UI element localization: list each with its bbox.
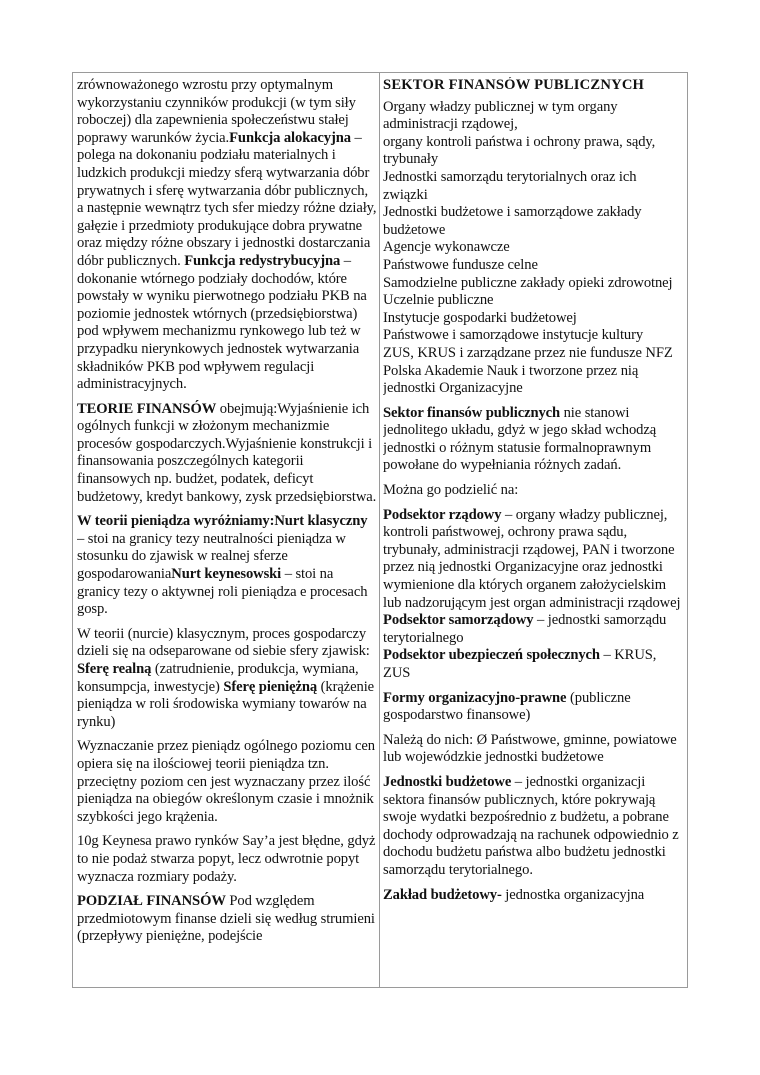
paragraph-includes: Należą do nich: Ø Państwowe, gminne, powiatowe lub wojewódzkie jednostki budżetowe	[383, 731, 677, 766]
left-column	[77, 77, 377, 946]
term-budget-establishment: Zakład budżetowy-	[383, 886, 502, 903]
term-public-finance-sector: Sektor finansów publicznych	[383, 404, 561, 421]
text: (publiczne gospodarstwo finansowe)	[383, 689, 631, 724]
term-finance-theories: TEORIE FINANSÓW	[77, 400, 217, 417]
list-item: Organy władzy publicznej w tym organy administracji rządowej,	[383, 98, 618, 133]
paragraph-finance-division	[77, 893, 377, 946]
list-item: Agencje wykonawcze	[383, 239, 510, 256]
column-divider	[379, 73, 380, 987]
text: – dokonanie wtórnego podziały dochodów, które powstały w wyniku pierwotnego podziału PKB na poziomie jednostek wtórnych (przedsiębiorstwa) pod wpływem mechanizmu rynkowego lub też w przypadku nierynkowych jednostek wytwarzania składników PKB pod wpływem regulacji administracyjnych.	[77, 252, 367, 393]
two-column-table	[72, 72, 688, 988]
text: (krążenie pieniądza w roli środowiska wymiany towarów na rynku)	[77, 678, 375, 730]
term-government-subsector: Podsektor rządowy	[383, 506, 502, 523]
text: – jednostki organizacji sektora finansów publicznych, które pokrywają swoje wydatki bezpośrednio z budżetu, a pobrane dochody odprowadzają na rachunek odpowiednio z dochodu budżetu państwa albo budżetu jednostki samorządu terytorialnego.	[383, 773, 679, 878]
section-heading	[383, 77, 683, 95]
text: jednostka organizacyjna	[501, 886, 645, 903]
paragraph-legal-forms	[383, 690, 683, 725]
term-legal-forms: Formy organizacyjno-prawne	[383, 689, 567, 706]
paragraph-classical-spheres	[77, 626, 377, 732]
text: – organy władzy publicznej, kontroli państwowej, ochrony prawa sądu, trybunały, administracji rządowej, PAN i tworzone przez nią jednostki Organizacyjne oraz jednostki wymienione dla których organem założycielskim lub nadzorującym jest organ administracji rządowej	[383, 506, 681, 611]
text: Pod względem przedmiotowym finanse dzieli się według strumieni (przepływy pieniężne, podejście	[77, 893, 375, 945]
term-social-insurance-subsector: Podsektor ubezpieczeń społecznych	[383, 647, 600, 664]
term-real-sphere: Sferę realną	[77, 661, 152, 677]
list-item: Polska Akademie Nauk i tworzone przez nią jednostki Organizacyjne	[383, 362, 639, 397]
paragraph-finance-theories	[77, 401, 377, 507]
list-item: Instytucje gospodarki budżetowej	[383, 309, 577, 326]
list-item: Uczelnie publiczne	[383, 292, 494, 309]
list-item: Jednostki samorządu terytorialnych oraz ich związki	[383, 168, 637, 203]
text: – stoi na granicy tezy o aktywnej roli pieniądza e procesach gosp.	[77, 566, 368, 618]
text: (zatrudnienie, produkcja, wymiana, konsumpcja, inwestycje)	[77, 661, 359, 695]
right-column	[383, 77, 683, 904]
list-item: Jednostki budżetowe i samorządowe zakłady budżetowe	[383, 204, 642, 238]
list-item: ZUS, KRUS i zarządzane przez nie fundusze NFZ	[383, 344, 673, 361]
list-item: Samodzielne publiczne zakłady opieki zdrowotnej	[383, 274, 673, 291]
text: obejmują:Wyjaśnienie ich ogólnych funkcji w złożonym mechanizmie procesów gospodarczych.Wyjaśnienie konstrukcji i finansowania poszczególnych kategorii finansowych np. budżet, podatek, deficyt budżetowy, kredyt bankowy, zysk przedsiębiorstwa.	[77, 400, 377, 505]
term-classical-current: W teorii pieniądza wyróżniamy:Nurt klasyczny	[77, 513, 368, 530]
paragraph-budget-units	[383, 774, 683, 880]
heading-public-finance-sector: SEKTOR FINANSÓW PUBLICZNYCH	[383, 77, 645, 93]
term-budget-units: Jednostki budżetowe	[383, 773, 512, 790]
paragraph-functions	[77, 77, 377, 394]
text: – stoi na granicy tezy neutralności pieniądza w stosunku do zjawisk w realnej sferze gospodarowania	[77, 530, 346, 583]
paragraph-budget-establishment	[383, 887, 683, 905]
term-money-sphere: Sferę pieniężną	[223, 678, 318, 695]
term-local-government-subsector: Podsektor samorządowy	[383, 612, 534, 629]
term-finance-division: PODZIAŁ FINANSÓW	[77, 893, 226, 910]
term-redistribution-function: Funkcja redystrybucyjna	[184, 252, 341, 269]
text: nie stanowi jednolitego układu, gdyż w jego skład wchodzą jednostki o różnym statusie formalnoprawnym powołane do wypełniania różnych zadań.	[383, 404, 657, 474]
paragraph-subsectors	[383, 507, 683, 683]
public-sector-list	[383, 99, 683, 398]
text: – KRUS, ZUS	[383, 647, 657, 681]
paragraph-sector-structure	[383, 405, 683, 475]
list-item: organy kontroli państwa i ochrony prawa, sądy, trybunały	[383, 133, 656, 168]
text: – jednostki samorządu terytorialnego	[383, 612, 667, 646]
text: zrównoważonego wzrostu przy optymalnym wykorzystaniu czynników produkcji (w tym siły roboczej) dla zapewnienia społeczeństwu stałej poprawy warunków życia.	[77, 77, 356, 146]
list-item: Państwowe fundusze celne	[383, 256, 538, 273]
term-allocation-function: Funkcja alokacyjna	[229, 129, 351, 146]
term-keynesian-current: Nurt keynesowski	[171, 566, 282, 583]
text: W teorii (nurcie) klasycznym, proces gospodarczy dzieli się na odseparowane od siebie sfery zjawisk:	[77, 625, 370, 660]
list-item: Państwowe i samorządowe instytucje kultury	[383, 327, 644, 344]
paragraph-money-theory	[77, 513, 377, 619]
text: – polega na dokonaniu podziału materialnych i ludzkich produkcji miedzy sferą wytwarzania dóbr prywatnych i sferę wytwarzania dóbr publicznych, a następnie wewnątrz tych sfer miedzy różne działy, gałęzie i przedmioty produkujące dobra prywatne oraz między różne obszary i jednostki dostarczania dóbr publicznych.	[77, 129, 377, 269]
paragraph-can-be-divided: Można go podzielić na:	[383, 482, 519, 499]
paragraph-keynes: 10g Keynesa prawo rynków Say’a jest błędne, gdyż to nie podaż stwarza popyt, lecz odwrotnie popyt wyznacza rozmiary podaży.	[77, 833, 376, 885]
paragraph-price-level: Wyznaczanie przez pieniądz ogólnego poziomu cen opiera się na ilościowej teorii pieniądza tzn. przeciętny poziom cen jest wyznaczany przez ilość pieniądza na obiegów określonym czasie i mnożnik szybkości jego krążenia.	[77, 738, 375, 825]
